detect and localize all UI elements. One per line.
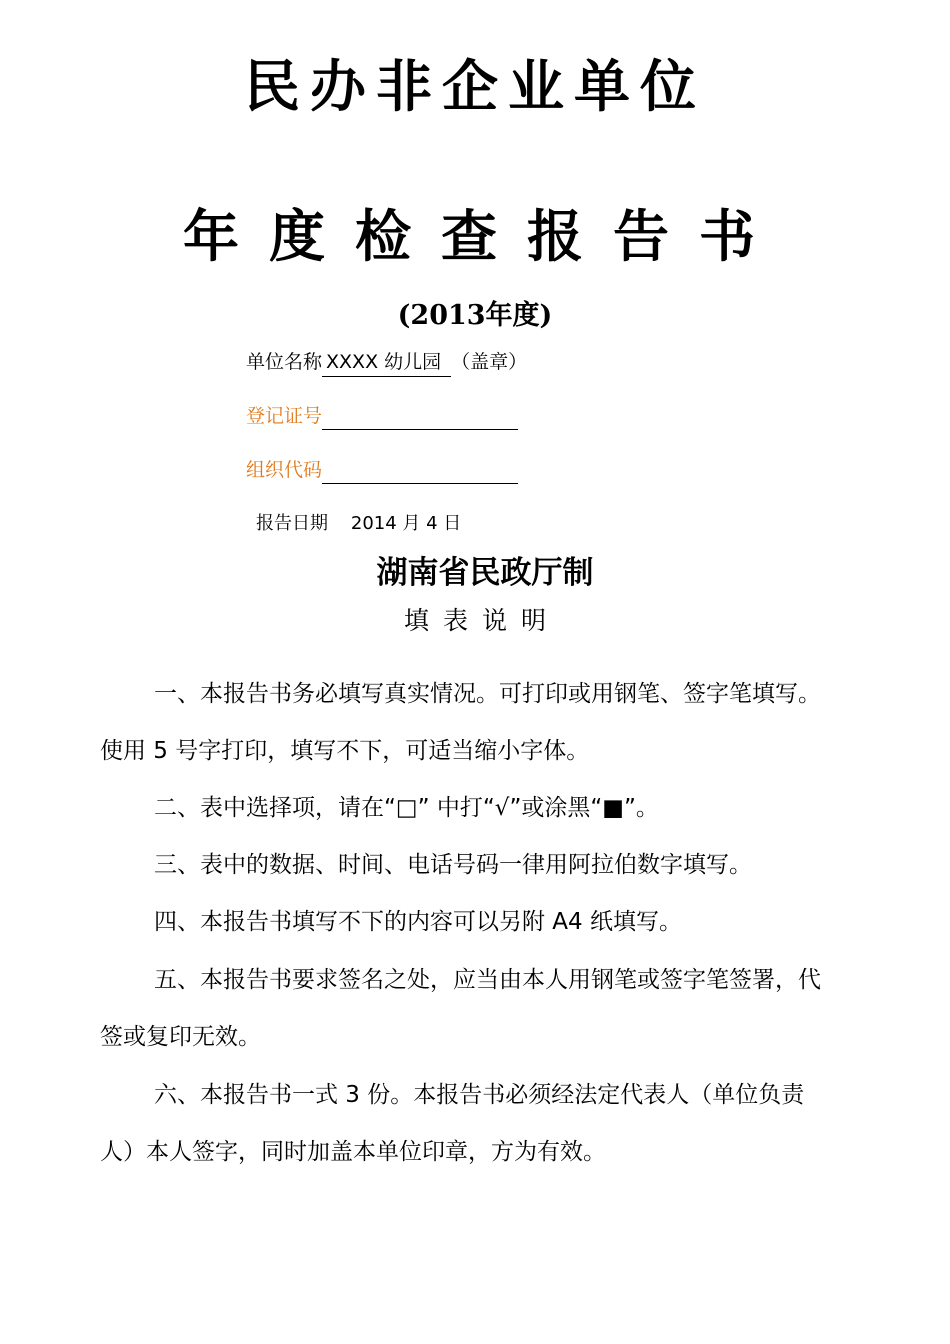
registration-number-blank[interactable]	[322, 407, 518, 430]
registration-number-label: 登记证号	[246, 405, 323, 427]
report-date: 报告日期 2014 月 4 日	[256, 513, 462, 534]
org-code-label: 组织代码	[246, 459, 323, 481]
org-code-row	[246, 456, 518, 484]
instruction-item-6: 六、本报告书一式 3 份。本报告书必须经法定代表人（单位负责人）本人签字，同时加盖本单位印章，方为有效。	[100, 1082, 805, 1165]
org-code-blank[interactable]	[322, 461, 518, 484]
document-title-line1: 民办非企业单位	[244, 55, 706, 120]
unit-name-row	[246, 348, 527, 377]
instruction-item-5: 五、本报告书要求签名之处，应当由本人用钢笔或签字笔签署，代签或复印无效。	[100, 967, 821, 1050]
unit-name-label: 单位名称	[246, 351, 323, 373]
instruction-item-4: 四、本报告书填写不下的内容可以另附 A4 纸填写。	[154, 909, 682, 935]
unit-name-suffix: （盖章）	[451, 351, 528, 373]
issuer: 湖南省民政厅制	[376, 555, 594, 591]
registration-number-row	[246, 402, 518, 430]
instruction-item-1: 一、本报告书务必填写真实情况。可打印或用钢笔、签字笔填写。使用 5 号字打印，填写不下，可适当缩小字体。	[100, 681, 821, 764]
instruction-item-2: 二、表中选择项，请在“□” 中打“√”或涂黑“■”。	[154, 795, 659, 821]
instruction-item-3: 三、表中的数据、时间、电话号码一律用阿拉伯数字填写。	[154, 852, 752, 878]
document-title-line2: 年度检查报告书	[183, 205, 785, 270]
report-year: (2013年度)	[397, 300, 553, 331]
unit-name-value: XXXX 幼儿园	[322, 348, 451, 377]
instructions-title: 填表说明	[403, 606, 560, 635]
